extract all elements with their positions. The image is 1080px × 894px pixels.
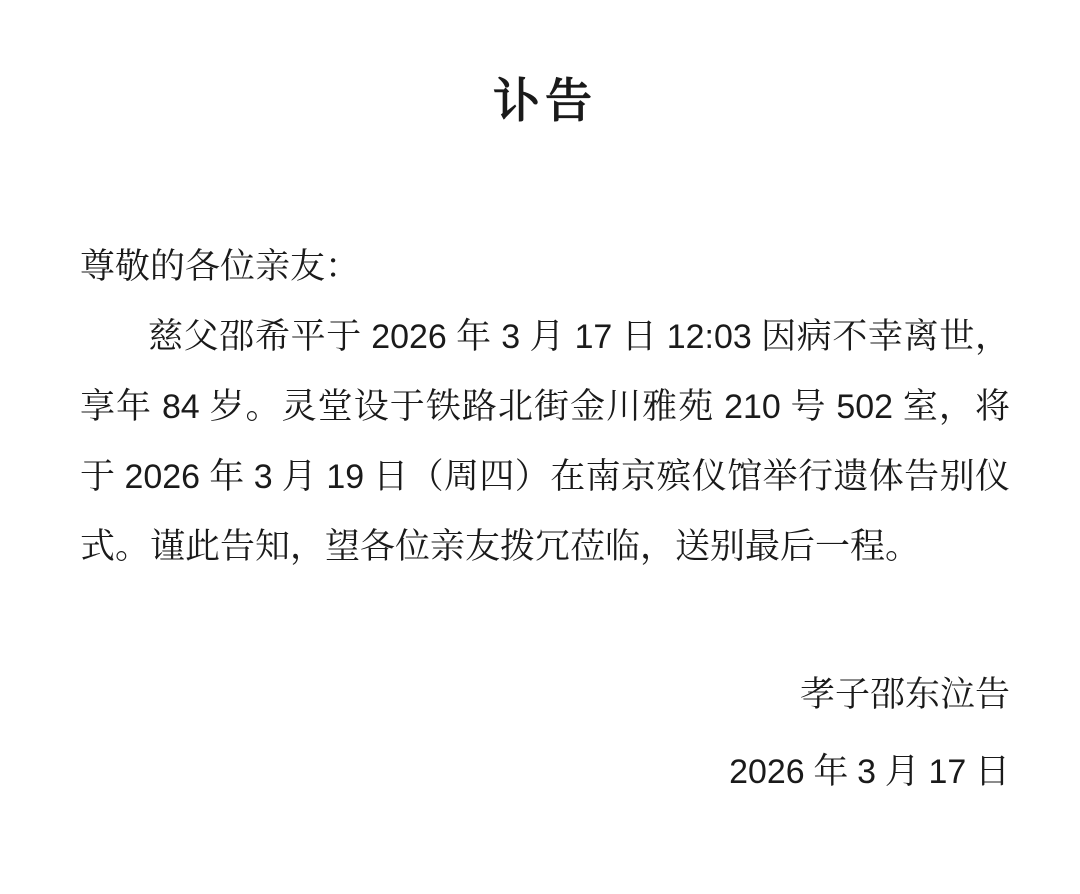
page-title: 讣告 — [493, 76, 597, 128]
body-line-4: 式。谨此告知，望各位亲友拨冗莅临，送别最后一程。 — [80, 527, 921, 566]
body-line-2: 享年 84 岁。灵堂设于铁路北街金川雅苑 210 号 502 室，将 — [80, 387, 1010, 426]
date-line: 2026 年 3 月 17 日 — [729, 752, 1010, 791]
body-line-1: 慈父邵希平于 2026 年 3 月 17 日 12:03 因病不幸离世， — [148, 317, 1010, 356]
signature-line: 孝子邵东泣告 — [799, 675, 1010, 714]
body-paragraph — [80, 302, 1010, 582]
body-line-3: 于 2026 年 3 月 19 日（周四）在南京殡仪馆举行遗体告别仪 — [80, 457, 1010, 496]
salutation-line: 尊敬的各位亲友： — [80, 247, 361, 286]
